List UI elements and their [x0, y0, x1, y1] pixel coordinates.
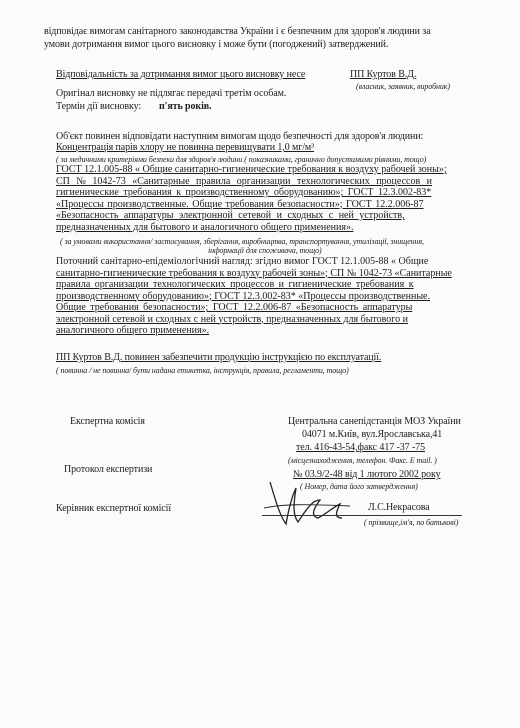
intro-line-1: відповідає вимогам санітарного законодавства України і є безпечним для здоров'я людини за [44, 26, 431, 37]
norms-line: СП № 1042-73 «Санитарные правила организации технологических процессов и [56, 175, 433, 187]
signature-line [262, 515, 462, 516]
norms-block [56, 164, 494, 233]
conditions-caption-2: інформації для споживача, тощо) [208, 246, 322, 255]
signature-mark [262, 474, 352, 530]
org-line-1: Центральна санепідстанція МОЗ України [288, 416, 461, 427]
criteria-caption: ( за медичними критеріями безпеки для здоров'я людини ( показниками, гранично допустимими рівнями, тощо) [56, 155, 427, 164]
requirements-heading: Об'єкт повинен відповідати наступним вимогам щодо безпечності для здоров'я людини: [56, 131, 424, 142]
supervision-line: санитарно-гигиенические требования к воздуху рабочей зоны»; СП № 1042-73 «Санитарные [56, 267, 452, 279]
supervision-block [56, 256, 494, 337]
concentration-limit: Концентрація парів хлору не повинна перевищувати 1,0 мг/м³ [56, 142, 315, 153]
responsibility-caption: (власник, заявник, виробник) [356, 82, 450, 91]
intro-line-2: умови дотримання вимог цього висновку і може бути (погоджений) затверджений. [44, 39, 389, 50]
supervision-line: правила организации технологических процессов и гигиенические требования к [56, 279, 414, 290]
instruction-text: ПП Куртов В.Д. повинен забезпечити продукцію інструкцією по експлуатації. [56, 352, 382, 363]
protocol-caption: ( Номер, дата його затвердження) [300, 482, 418, 491]
org-line-3: тел. 416-43-54,факс 417 -37 -75 [296, 442, 425, 453]
supervision-line: электронной сетевой и сходных с ней устройств, предназначенных для бытового и [56, 313, 409, 325]
supervision-line: Общие требования безопасности»; ГОСТ 12.2.006-87 «Безопасность аппаратуры [56, 302, 413, 313]
org-caption: (місцезнаходження, телефон. Факс. E mail. ) [288, 456, 437, 465]
responsibility-label: Відповідальність за дотримання вимог цього висновку несе [56, 69, 306, 80]
commission-label: Експертна комісія [70, 416, 145, 427]
supervision-line: Поточний санітарно-епідеміологічний нагляд: згідно вимог ГОСТ 12.1.005-88 « Общие [56, 256, 429, 267]
validity-value: п'ять років. [159, 101, 212, 112]
validity-label: Термін дії висновку: [56, 101, 142, 112]
supervision-line: аналогичного общего применения». [56, 325, 210, 336]
responsibility-value: ПП Куртов В.Д. [350, 69, 417, 80]
supervision-line: производственному оборудованию»; ГОСТ 12.3.002-83* «Процессы производственные. [56, 290, 430, 302]
norms-line: гигиенические требования к производственному оборудованию»; ГОСТ 12.3.002-83* [56, 187, 432, 198]
norms-line: ГОСТ 12.1.005-88 « Общие санитарно-гигиенические требования к воздуху рабочей зоны»; [56, 164, 447, 175]
norms-line: «Процессы производственные. Общие требования безопасности»; ГОСТ 12.2.006-87 [56, 198, 424, 210]
norms-line: «Безопасность аппаратуры электронной сетевой и сходных с ней устройств, [56, 210, 405, 221]
protocol-value: № 03.9/2-48 від 1 лютого 2002 року [293, 469, 441, 480]
commission-head-label: Керівник експертної комісії [56, 503, 171, 514]
protocol-label: Протокол експертизи [64, 464, 153, 475]
instruction-caption: ( повинна / не повинна/ бути надана етикетка, інструкція, правила, регламенти, тощо) [56, 366, 349, 375]
original-note: Оригінал висновку не підлягає передачі третім особам. [56, 88, 287, 99]
conditions-caption-1: ( за умовами використання/ застосування, зберігання, виробництва, транспортування, утилізації, знищення, [60, 237, 424, 246]
org-line-2: 04071 м.Київ, вул.Ярославська,41 [302, 429, 443, 440]
head-caption: ( прізвище,ім'я, по батькові) [364, 518, 459, 527]
norms-line: предназначенных для бытового и аналогичного общего применения». [56, 221, 354, 233]
head-name: Л.С.Некрасова [368, 502, 430, 513]
